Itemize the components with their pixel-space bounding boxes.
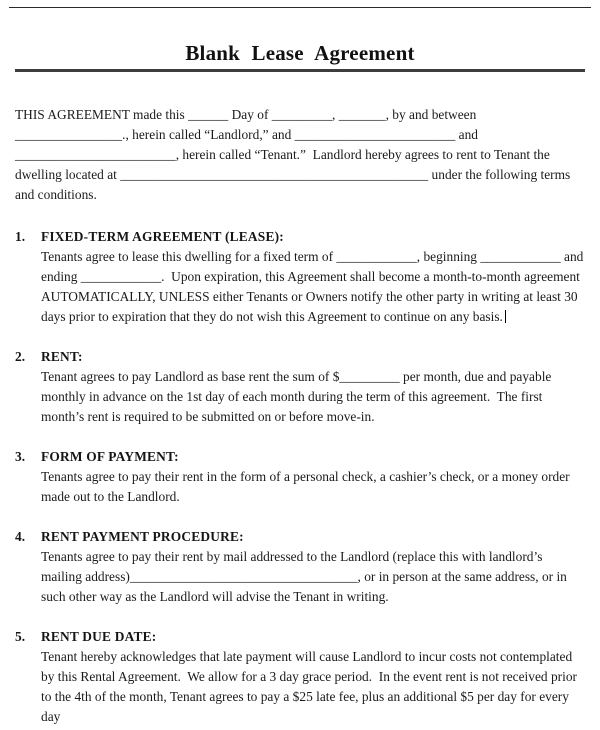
section-rent-due-date	[15, 627, 585, 727]
section-rent-payment-procedure	[15, 527, 585, 607]
top-rule	[9, 7, 591, 8]
section-content	[41, 347, 585, 427]
section-body: Tenant hereby acknowledges that late payment will cause Landlord to incur costs not contemplated by this Rental Agreement. We allow for a 3 day grace period. In the event rent is not received prior to the 4th of the month, Tenant agrees to pay a $25 late fee, plus an additional $5 per day for every day	[41, 649, 581, 724]
section-number: 3.	[15, 449, 26, 464]
section-heading: RENT DUE DATE:	[41, 629, 157, 644]
section-number: 5.	[15, 629, 26, 644]
section-fixed-term-agreement	[15, 227, 585, 327]
section-rent	[15, 347, 585, 427]
section-form-of-payment	[15, 447, 585, 507]
title-underline-rule	[15, 69, 585, 72]
section-content	[41, 447, 585, 507]
section-body: Tenant agrees to pay Landlord as base rent the sum of $_________ per month, due and payable monthly in advance on the 1st day of each month during the term of this agreement. The first month’s rent is required to be submitted on or before move-in.	[41, 369, 555, 424]
section-number: 4.	[15, 529, 26, 544]
section-body: Tenants agree to pay their rent by mail addressed to the Landlord (replace this with landlord’s mailing address)__________________________________, or in person at the same address, or in such other way as the Landlord will advise the Tenant in writing.	[41, 549, 571, 604]
section-heading: RENT PAYMENT PROCEDURE:	[41, 529, 244, 544]
intro-paragraph: THIS AGREEMENT made this ______ Day of _________, _______, by and between ________________., herein called “Landlord,” and ________________________ and ________________________, herein called “Tenant.” Landlord hereby agrees to rent to Tenant the dwelling located at ______________________________________________ under the following terms and conditions.	[15, 107, 574, 202]
section-heading: RENT:	[41, 349, 83, 364]
section-body: Tenants agree to pay their rent in the form of a personal check, a cashier’s check, or a money order made out to the Landlord.	[41, 469, 573, 504]
section-heading: FORM OF PAYMENT:	[41, 449, 179, 464]
section-content	[41, 227, 585, 327]
section-number: 1.	[15, 229, 26, 244]
section-heading: FIXED-TERM AGREEMENT (LEASE):	[41, 229, 284, 244]
section-content	[41, 527, 585, 607]
section-body: Tenants agree to lease this dwelling for a fixed term of ____________, beginning ____________ and ending ____________. Upon expiration, this Agreement shall become a month-to-month agreement AUTOMATICALLY, UNLESS either Tenants or Owners notify the other party in writing at least 30 days prior to expiration that they do not wish this Agreement to continue on any basis.	[41, 247, 585, 327]
section-content	[41, 627, 585, 727]
document-title: Blank Lease Agreement	[185, 41, 415, 65]
section-number: 2.	[15, 349, 26, 364]
